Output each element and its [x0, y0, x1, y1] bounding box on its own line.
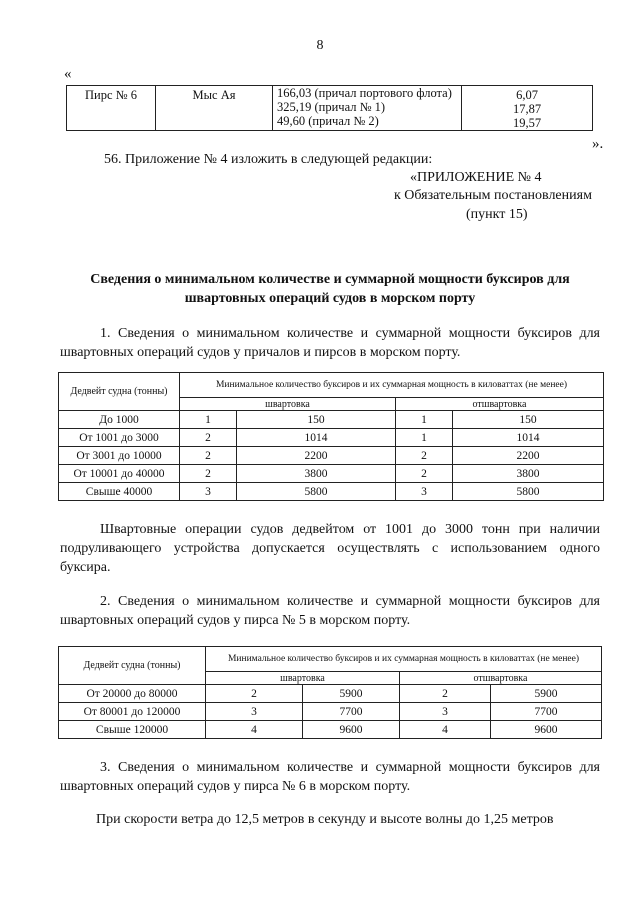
table-row: [59, 721, 602, 739]
tug-count-cell: 2: [396, 447, 453, 465]
power-cell: 3800: [453, 465, 604, 483]
section-3-text: 3. Сведения о минимальном количестве и суммарной мощности буксиров для швартовных операций судов у пирса № 6 в морском порту.: [60, 760, 600, 794]
appendix-title: «ПРИЛОЖЕНИЕ № 4: [410, 170, 542, 185]
tugboat-table-2: [58, 646, 602, 739]
value-line: 17,87: [512, 102, 542, 116]
tug-count-cell: 1: [396, 429, 453, 447]
section-2-text: 2. Сведения о минимальном количестве и суммарной мощности буксиров для швартовных операций судов у пирса № 5 в морском порту.: [60, 594, 600, 628]
document-heading: Сведения о минимальном количестве и суммарной мощности буксиров для швартовных операций судов в морском порту: [90, 272, 570, 306]
previous-table: [66, 85, 593, 131]
mooring-header: швартовка: [180, 398, 396, 411]
tug-count-cell: 1: [396, 411, 453, 429]
mooring-header: швартовка: [206, 672, 400, 685]
table-row: [59, 447, 604, 465]
power-cell: 2200: [453, 447, 604, 465]
deadweight-cell: От 20000 до 80000: [59, 685, 206, 703]
note-text: Швартовные операции судов дедвейтом от 1001 до 3000 тонн при наличии подруливающего устройства допускается осуществлять с использованием одного буксира.: [60, 522, 600, 575]
appendix-subtitle: к Обязательным постановлениям: [394, 188, 592, 203]
deadweight-cell: От 1001 до 3000: [59, 429, 180, 447]
power-cell: 150: [453, 411, 604, 429]
power-cell: 7700: [303, 703, 400, 721]
value-line: 6,07: [516, 88, 538, 102]
quote-close-mark: ».: [592, 136, 604, 152]
tug-count-cell: 2: [400, 685, 491, 703]
power-cell: 3800: [237, 465, 396, 483]
deadweight-header: Дедвейт судна (тонны): [59, 647, 206, 685]
deadweight-cell: От 10001 до 40000: [59, 465, 180, 483]
deadweight-cell: От 80001 до 120000: [59, 703, 206, 721]
table-header-row: [59, 373, 604, 398]
values-cell: [462, 86, 593, 131]
table-row: [59, 483, 604, 501]
berths-cell: [273, 86, 462, 131]
power-cell: 9600: [491, 721, 602, 739]
table-row: [59, 465, 604, 483]
deadweight-cell: От 3001 до 10000: [59, 447, 180, 465]
table-header-row: [59, 647, 602, 672]
power-cell: 9600: [303, 721, 400, 739]
tug-count-cell: 3: [396, 483, 453, 501]
tug-count-cell: 3: [206, 703, 303, 721]
deadweight-cell: Свыше 40000: [59, 483, 180, 501]
tug-count-cell: 2: [180, 429, 237, 447]
group-header: Минимальное количество буксиров и их суммарная мощность в киловаттах (не менее): [206, 647, 602, 672]
table-row: [59, 429, 604, 447]
berth-line: 325,19 (причал № 1): [277, 100, 386, 114]
tug-count-cell: 2: [396, 465, 453, 483]
tug-count-cell: 4: [206, 721, 303, 739]
unmooring-header: отшвартовка: [400, 672, 602, 685]
power-cell: 150: [237, 411, 396, 429]
appendix-reference: (пункт 15): [466, 207, 528, 222]
power-cell: 5900: [303, 685, 400, 703]
paragraph-56: 56. Приложение № 4 изложить в следующей редакции:: [104, 152, 433, 167]
tug-count-cell: 1: [180, 411, 237, 429]
tug-count-cell: 2: [206, 685, 303, 703]
tug-count-cell: 2: [180, 465, 237, 483]
section-1-text: 1. Сведения о минимальном количестве и суммарной мощности буксиров для швартовных операций судов у причалов и пирсов в морском порту.: [60, 326, 600, 360]
power-cell: 5800: [237, 483, 396, 501]
tug-count-cell: 4: [400, 721, 491, 739]
power-cell: 2200: [237, 447, 396, 465]
deadweight-cell: До 1000: [59, 411, 180, 429]
wind-condition-text: При скорости ветра до 12,5 метров в секунду и высоте волны до 1,25 метров: [96, 812, 554, 827]
deadweight-header: Дедвейт судна (тонны): [59, 373, 180, 411]
pier-cell: Пирс № 6: [67, 86, 156, 131]
unmooring-header: отшвартовка: [396, 398, 604, 411]
value-line: 19,57: [512, 116, 542, 130]
power-cell: 1014: [237, 429, 396, 447]
table-row: [59, 703, 602, 721]
berth-line: 166,03 (причал портового флота): [277, 86, 452, 100]
cape-cell: Мыс Ая: [156, 86, 273, 131]
power-cell: 5800: [453, 483, 604, 501]
power-cell: 1014: [453, 429, 604, 447]
table-row: [59, 411, 604, 429]
group-header: Минимальное количество буксиров и их суммарная мощность в киловаттах (не менее): [180, 373, 604, 398]
tug-count-cell: 3: [400, 703, 491, 721]
tug-count-cell: 2: [180, 447, 237, 465]
quote-open-mark: «: [64, 66, 72, 82]
power-cell: 5900: [491, 685, 602, 703]
page-number: 8: [316, 38, 324, 53]
berth-line: 49,60 (причал № 2): [277, 114, 379, 128]
tug-count-cell: 3: [180, 483, 237, 501]
power-cell: 7700: [491, 703, 602, 721]
tugboat-table-1: [58, 372, 604, 501]
table-row: [59, 685, 602, 703]
table-row: [67, 86, 593, 131]
deadweight-cell: Свыше 120000: [59, 721, 206, 739]
